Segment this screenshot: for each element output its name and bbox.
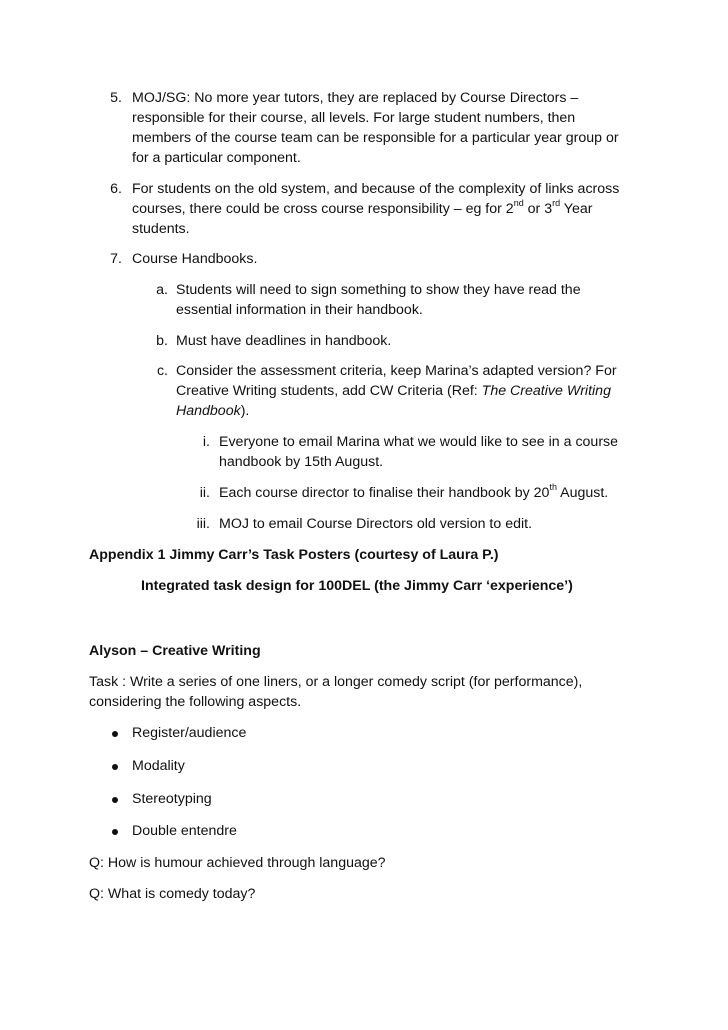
list-number-6: 6. <box>110 181 122 197</box>
question-1: Q: How is humour achieved through language? <box>89 855 386 871</box>
roman-i-line-1: Everyone to email Marina what we would like to see in a course <box>219 434 619 450</box>
bullet-item: Stereotyping <box>132 791 212 807</box>
sub-letter-c: c. <box>156 363 168 379</box>
sub-c-line-3: Handbook). <box>176 403 250 419</box>
item-6-line-3: students. <box>132 221 190 237</box>
bullet-item: Register/audience <box>132 725 247 741</box>
bullet-item: Modality <box>132 758 185 774</box>
item-5-line-1: MOJ/SG: No more year tutors, they are replaced by Course Directors – <box>132 90 579 106</box>
bullet-icon <box>112 731 118 737</box>
section-heading: Alyson – Creative Writing <box>89 643 261 659</box>
superscript-th: th <box>549 482 557 493</box>
item-5-line-3: members of the course team can be responsible for a particular year group or <box>132 130 619 146</box>
book-title: The Creative Writing <box>481 383 611 399</box>
book-title-cont: Handbook <box>176 403 241 419</box>
task-line-2: considering the following aspects. <box>89 694 302 710</box>
sub-c-line-2: Creative Writing students, add CW Criteria (Ref: The Creative Writing <box>176 383 611 399</box>
item-5-line-2: responsible for their course, all levels. For large student numbers, then <box>132 110 576 126</box>
roman-iii-text: MOJ to email Course Directors old version to edit. <box>219 516 533 532</box>
sub-letter-a: a. <box>156 282 168 298</box>
superscript-rd: rd <box>552 198 561 209</box>
roman-numeral-iii: iii. <box>196 516 210 532</box>
roman-i-line-2: handbook by 15th August. <box>219 454 384 470</box>
list-number-7: 7. <box>110 251 122 267</box>
bullet-icon <box>112 829 118 835</box>
sub-letter-b: b. <box>156 333 168 349</box>
item-6-line-1: For students on the old system, and because of the complexity of links across <box>132 181 620 197</box>
appendix-title: Appendix 1 Jimmy Carr’s Task Posters (courtesy of Laura P.) <box>89 547 499 563</box>
question-2: Q: What is comedy today? <box>89 886 256 902</box>
sub-a-line-2: essential information in their handbook. <box>176 302 423 318</box>
bullet-icon <box>112 797 118 803</box>
superscript-nd: nd <box>513 198 524 209</box>
sub-c-line-1: Consider the assessment criteria, keep Marina’s adapted version? For <box>176 363 617 379</box>
task-line-1: Task : Write a series of one liners, or a longer comedy script (for performance), <box>89 674 583 690</box>
item-5-line-4: for a particular component. <box>132 150 301 166</box>
roman-numeral-i: i. <box>202 434 210 450</box>
sub-b-text: Must have deadlines in handbook. <box>176 333 392 349</box>
roman-numeral-ii: ii. <box>199 485 210 501</box>
appendix-subtitle: Integrated task design for 100DEL (the Jimmy Carr ‘experience’) <box>141 578 573 594</box>
bullet-item: Double entendre <box>132 823 237 839</box>
sub-a-line-1: Students will need to sign something to show they have read the <box>176 282 581 298</box>
list-number-5: 5. <box>110 90 122 106</box>
bullet-icon <box>112 764 118 770</box>
item-6-line-2: courses, there could be cross course responsibility – eg for 2nd or 3rd Year <box>132 198 593 217</box>
roman-ii-text: Each course director to finalise their handbook by 20th August. <box>219 482 609 501</box>
item-7-text: Course Handbooks. <box>132 251 258 267</box>
